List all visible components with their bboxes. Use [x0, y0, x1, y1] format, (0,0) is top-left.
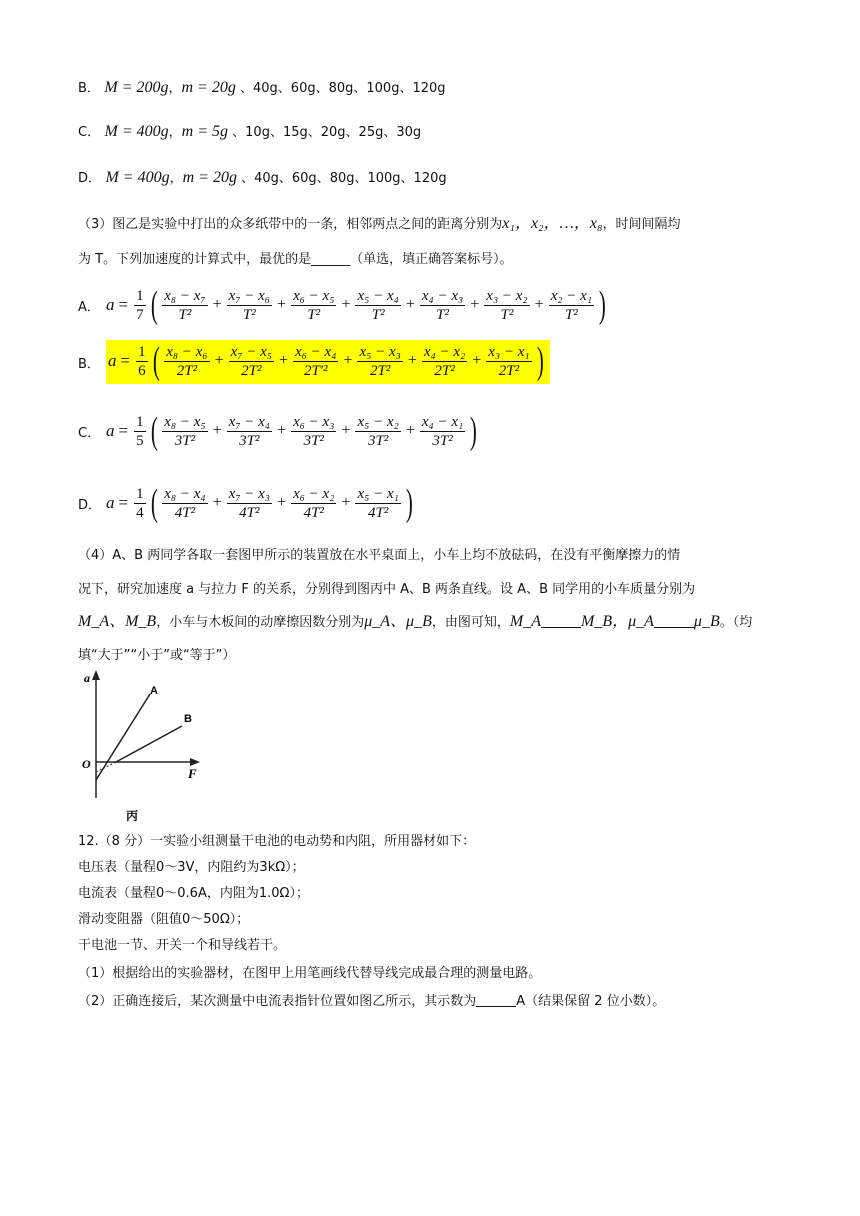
formula-term: $\frac{\text{x₈ − x₅}}{\text{3T²}}$: [164, 413, 206, 449]
formula-option-b: [78, 340, 550, 384]
plus-sign: +: [472, 352, 482, 369]
y-axis-arrow: [92, 670, 100, 680]
plus-sign: +: [343, 352, 353, 369]
option-label: B．: [78, 356, 100, 372]
plus-sign: +: [277, 422, 287, 439]
formula-term: $\frac{\text{x₇ − x₃}}{\text{4T²}}$: [228, 485, 271, 521]
q12-sub2: （2）正确连接后，某次测量中电流表指针位置如图乙所示，其示数为 A（结果保留 2 位小数）。: [78, 994, 666, 1009]
plus-sign: +: [341, 296, 351, 313]
plus-sign: +: [470, 296, 480, 313]
formula-equals: =: [118, 421, 129, 440]
mass-M: M = 400g: [105, 169, 170, 186]
right-paren: ): [536, 340, 544, 382]
formula-term: $\frac{\text{x₅ − x₃}}{\text{2T²}}$: [359, 343, 401, 379]
plus-sign: +: [212, 422, 222, 439]
formula-equals: =: [118, 493, 129, 512]
formula-symbol: a: [106, 295, 115, 314]
plus-sign: +: [534, 296, 544, 313]
plus-sign: +: [407, 352, 417, 369]
right-paren: ): [598, 284, 606, 326]
formula-term: $\frac{\text{x₃ − x₁}}{\text{2T²}}$: [488, 343, 530, 379]
formula-term: $\frac{\text{x₈ − x₇}}{\text{T²}}$: [164, 287, 206, 323]
formula-term: $\frac{\text{x₆ − x₃}}{\text{3T²}}$: [293, 413, 335, 449]
line-b-label: B: [184, 713, 192, 725]
formula-option-c: [78, 412, 480, 450]
option-b-mass: B． M = 200g，m = 20g 、40g、60g、80g、100g、120g: [78, 79, 446, 96]
q4-line1: （4）A、B 两同学各取一套图甲所示的装置放在水平桌面上，小车上均不放砝码，在没有平衡摩擦力的情: [78, 548, 681, 563]
formula-term: $\frac{\text{x₄ − x₃}}{\text{T²}}$: [421, 287, 464, 323]
plus-sign: +: [405, 422, 415, 439]
option-label: D．: [78, 497, 102, 513]
formula-symbol: a: [106, 421, 115, 440]
mass-m: m = 20g: [182, 169, 237, 186]
formula-equals: =: [118, 295, 129, 314]
plus-sign: +: [277, 296, 287, 313]
option-d-mass: D． M = 400g，m = 20g 、40g、60g、80g、100g、120g: [78, 169, 447, 186]
right-paren: ): [405, 482, 413, 524]
formula-term: $\frac{\text{x₈ − x₆}}{\text{2T²}}$: [166, 343, 208, 379]
mass-m: m = 5g: [181, 123, 229, 140]
formula-term: $\frac{\text{x₆ − x₄}}{\text{2T′²}}$: [295, 343, 337, 379]
q4-line4: 填“大于”“小于”或“等于”）: [78, 648, 236, 663]
left-paren: (: [150, 284, 158, 326]
plus-sign: +: [279, 352, 289, 369]
left-paren: (: [152, 340, 160, 382]
graph-caption: 丙: [126, 809, 139, 823]
acceleration-formula: [106, 340, 550, 384]
mass-m: m = 20g: [181, 79, 236, 96]
formula-symbol: a: [108, 351, 117, 370]
formula-term: $\frac{\text{x₇ − x₅}}{\text{2T²}}$: [230, 343, 273, 379]
plus-sign: +: [212, 494, 222, 511]
plus-sign: +: [214, 352, 224, 369]
answer-blank-current[interactable]: [476, 992, 516, 1007]
y-axis-label: a: [84, 671, 90, 685]
formula-option-d: [78, 484, 416, 522]
q12-others: 干电池一节、开关一个和导线若干。: [78, 938, 287, 953]
q12-rheostat: 滑动变阻器（阻值0～50Ω）；: [78, 912, 250, 927]
formula-term: $\frac{\text{x₃ − x₂}}{\text{T²}}$: [486, 287, 528, 323]
q4-line2: 况下，研究加速度 a 与拉力 F 的关系，分别得到图丙中 A、B 两条直线。设 A、B 同学用的小车质量分别为: [78, 582, 696, 597]
formula-term: $\frac{\text{x₆ − x₂}}{\text{4T²}}$: [293, 485, 335, 521]
formula-symbol: a: [106, 493, 115, 512]
formula-coefficient: $\frac{1}{5}$: [136, 413, 144, 449]
formula-term: $\frac{\text{x₄ − x₂}}{\text{2T²}}$: [423, 343, 466, 379]
formula-term: $\frac{\text{x₂ − x₁}}{\text{T²}}$: [550, 287, 593, 323]
mass-M: M = 200g: [104, 79, 169, 96]
plus-sign: +: [405, 296, 415, 313]
formula-coefficient: $\frac{1}{6}$: [138, 343, 146, 379]
q4-line3: M_A、M_B，小车与木板间的动摩擦因数分别为μ_A、μ_B，由图可知，M_A M_B，μ_A μ_B。（均: [78, 613, 753, 630]
acceleration-formula: [106, 412, 480, 450]
answer-blank-mass[interactable]: [541, 613, 581, 628]
formula-coefficient: $\frac{1}{7}$: [136, 287, 144, 323]
option-label: A．: [78, 299, 100, 315]
q12-voltmeter: 电压表（量程0～3V，内阻约为3kΩ）；: [78, 860, 305, 875]
formula-equals: =: [120, 351, 131, 370]
formula-term: $\frac{\text{x₇ − x₆}}{\text{T²}}$: [228, 287, 271, 323]
formula-term: $\frac{\text{x₇ − x₄}}{\text{3T²}}$: [228, 413, 271, 449]
formula-term: $\frac{\text{x₅ − x₄}}{\text{T²}}$: [357, 287, 399, 323]
line-a: [96, 694, 150, 780]
left-paren: (: [150, 410, 158, 452]
option-c-mass: C． M = 400g，m = 5g 、10g、15g、20g、25g、30g: [78, 123, 422, 140]
mass-M: M = 400g: [104, 123, 169, 140]
q12-ammeter: 电流表（量程0～0.6A，内阻为1.0Ω）；: [78, 886, 309, 901]
q12-sub1: （1）根据给出的实验器材，在图甲上用笔画线代替导线完成最合理的测量电路。: [78, 966, 542, 981]
x-axis-arrow: [190, 758, 200, 766]
right-paren: ): [470, 410, 478, 452]
acceleration-formula: [106, 286, 609, 324]
formula-term: $\frac{\text{x₈ − x₄}}{\text{4T²}}$: [164, 485, 206, 521]
formula-term: $\frac{\text{x₆ − x₅}}{\text{T²}}$: [293, 287, 335, 323]
formula-term: $\frac{\text{x₄ − x₁}}{\text{3T²}}$: [421, 413, 464, 449]
acceleration-formula: [106, 484, 416, 522]
formula-term: $\frac{\text{x₅ − x₁}}{\text{4T²}}$: [357, 485, 399, 521]
line-a-label: A: [150, 685, 158, 697]
graph-bing: [78, 668, 208, 828]
q12-title: 12.（8 分）一实验小组测量干电池的电动势和内阻，所用器材如下：: [78, 834, 476, 849]
answer-blank-mu[interactable]: [654, 613, 694, 628]
option-label: C．: [78, 425, 101, 441]
formula-coefficient: $\frac{1}{4}$: [136, 485, 144, 521]
plus-sign: +: [341, 494, 351, 511]
formula-term: $\frac{\text{x₅ − x₂}}{\text{3T²}}$: [357, 413, 399, 449]
origin-label: O: [82, 757, 91, 771]
x-axis-label: F: [188, 766, 197, 781]
q3-line1: （3）图乙是实验中打出的众多纸带中的一条，相邻两点之间的距离分别为x₁，x₂，…，x₈，时间间隔均: [78, 215, 681, 232]
plus-sign: +: [341, 422, 351, 439]
plus-sign: +: [277, 494, 287, 511]
plus-sign: +: [212, 296, 222, 313]
formula-option-a: [78, 286, 609, 324]
left-paren: (: [150, 482, 158, 524]
q3-line2: 为 T。下列加速度的计算式中，最优的是______（单选，填正确答案标号）。: [78, 252, 513, 267]
